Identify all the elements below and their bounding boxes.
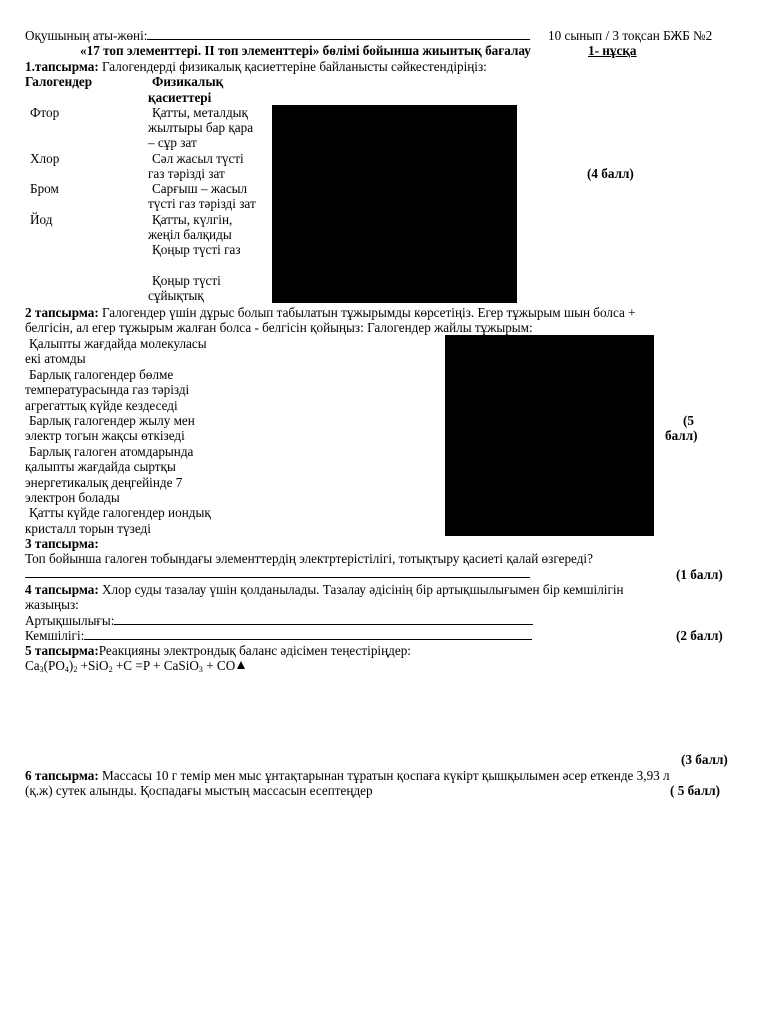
task3-question: Топ бойынша галоген тобындағы элементтердің электртерістілігі, тотықтыру қасиеті қалай өзгереді? bbox=[25, 551, 593, 566]
statement-3-line1: Барлық галогендер жылу мен bbox=[29, 413, 195, 428]
gas-arrow-icon bbox=[237, 661, 245, 669]
task5-text: Реакцияны электрондық баланс әдісімен теңестіріңдер: bbox=[98, 643, 411, 658]
property-4-line2: жеңіл балқиды bbox=[148, 227, 232, 242]
property-4-line1: Қатты, күлгін, bbox=[152, 212, 233, 227]
advantage-field[interactable] bbox=[114, 613, 533, 625]
disadvantage-line bbox=[25, 628, 532, 643]
halogen-iodine: Йод bbox=[30, 212, 53, 227]
properties-header-line2: қасиеттері bbox=[148, 90, 212, 105]
statement-4-line3: энергетикалық деңгейінде 7 bbox=[25, 475, 183, 490]
task4-score: (2 балл) bbox=[676, 628, 723, 643]
student-name-field[interactable] bbox=[147, 28, 530, 40]
halogen-fluorine: Фтор bbox=[30, 105, 60, 120]
task6-heading: 6 тапсырма: bbox=[25, 768, 99, 783]
task3-answer-line[interactable] bbox=[25, 566, 530, 581]
redacted-answer-table bbox=[445, 335, 654, 536]
task2-score-line1: (5 bbox=[683, 413, 694, 428]
class-info: 10 сынып / 3 тоқсан БЖБ №2 bbox=[548, 28, 713, 43]
property-5-line1: Қоңыр түсті газ bbox=[152, 242, 241, 257]
property-3-line2: түсті газ тәрізді зат bbox=[148, 196, 256, 211]
student-name-line bbox=[25, 28, 530, 43]
property-1-line3: – сұр зат bbox=[148, 135, 197, 150]
property-1-line1: Қатты, металдық bbox=[152, 105, 248, 120]
statement-4-line4: электрон болады bbox=[25, 490, 120, 505]
task3-heading: 3 тапсырма: bbox=[25, 536, 99, 551]
task6-instruction-line1 bbox=[25, 768, 670, 783]
redacted-matching-area bbox=[272, 105, 517, 303]
statement-1-line1: Қалыпты жағдайда молекуласы bbox=[29, 336, 207, 351]
statement-1-line2: екі атомды bbox=[25, 351, 86, 366]
disadvantage-label: Кемшілігі: bbox=[25, 628, 85, 643]
statement-2-line1: Барлық галогендер бөлме bbox=[29, 367, 174, 382]
halogens-column-header: Галогендер bbox=[25, 74, 93, 89]
task2-instruction-line2: белгісін, ал егер тұжырым жалған болса - белгісін қойыңыз: Галогендер жайлы тұжырым: bbox=[25, 320, 533, 335]
property-6-line1: Қоңыр түсті bbox=[152, 273, 221, 288]
property-3-line1: Сарғыш – жасыл bbox=[152, 181, 248, 196]
task2-score-line2: балл) bbox=[665, 428, 698, 443]
task2-text1: Галогендер үшін дұрыс болып табылатын тұжырымды көрсетіңіз. Егер тұжырым шын болса + bbox=[98, 305, 636, 320]
variant-label: 1- нұсқа bbox=[588, 43, 637, 58]
statement-2-line3: агрегаттық күйде кездеседі bbox=[25, 398, 178, 413]
task6-text1: Массасы 10 г темір мен мыс ұнтақтарынан тұратын қоспаға күкірт қышқылымен әсер еткенде 3,93 л bbox=[98, 768, 670, 783]
task1-heading: 1.тапсырма: bbox=[25, 59, 99, 74]
task5-heading: 5 тапсырма: bbox=[25, 643, 99, 658]
task4-instruction-line1 bbox=[25, 582, 624, 597]
task5-instruction bbox=[25, 643, 411, 658]
statement-4-line2: қалыпты жағдайда сыртқы bbox=[25, 459, 176, 474]
task6-score: ( 5 балл) bbox=[670, 783, 721, 798]
statement-4-line1: Барлық галоген атомдарында bbox=[29, 444, 194, 459]
property-2-line1: Сәл жасыл түсті bbox=[152, 151, 244, 166]
task6-instruction-line2: (қ.ж) сутек алынды. Қоспадағы мыстың массасын есептеңдер bbox=[25, 783, 373, 798]
disadvantage-field[interactable] bbox=[84, 628, 532, 640]
task4-heading: 4 тапсырма: bbox=[25, 582, 99, 597]
properties-header-line1: Физикалық bbox=[152, 74, 224, 89]
statement-5-line1: Қатты күйде галогендер иондық bbox=[29, 505, 211, 520]
property-6-line2: сұйықтық bbox=[148, 288, 204, 303]
task2-heading: 2 тапсырма: bbox=[25, 305, 99, 320]
assessment-title: «17 топ элементтері. II топ элементтері» бөлімі бойынша жиынтық бағалау bbox=[80, 43, 531, 58]
task5-score: (3 балл) bbox=[681, 752, 728, 767]
advantage-label: Артықшылығы: bbox=[25, 613, 115, 628]
task4-text1: Хлор суды тазалау үшін қолданылады. Тазалау әдісінің бір артықшылығымен бір кемшілігін bbox=[98, 582, 624, 597]
property-1-line2: жылтыры бар қара bbox=[148, 120, 254, 135]
property-2-line2: газ тәрізді зат bbox=[148, 166, 225, 181]
task3-score: (1 балл) bbox=[676, 567, 723, 582]
advantage-line bbox=[25, 613, 533, 628]
halogen-bromine: Бром bbox=[30, 181, 59, 196]
reaction-equation: $Ca_3(PO_4)_2 +SiO_2 +C =P$ + CaSiO$_3$ + CO bbox=[25, 658, 245, 673]
statement-2-line2: температурасында газ тәрізді bbox=[25, 382, 190, 397]
task1-instruction bbox=[25, 59, 487, 74]
statement-3-line2: электр тогын жақсы өткізеді bbox=[25, 428, 185, 443]
task2-instruction-line1 bbox=[25, 305, 636, 320]
task1-score: (4 балл) bbox=[587, 166, 634, 181]
statement-5-line2: кристалл торын түзеді bbox=[25, 521, 151, 536]
halogen-chlorine: Хлор bbox=[30, 151, 60, 166]
task4-instruction-line2: жазыңыз: bbox=[25, 597, 79, 612]
task1-text: Галогендерді физикалық қасиеттеріне байланысты сәйкестендіріңіз: bbox=[98, 59, 487, 74]
student-name-label: Оқушының аты-жөні: bbox=[25, 28, 148, 43]
